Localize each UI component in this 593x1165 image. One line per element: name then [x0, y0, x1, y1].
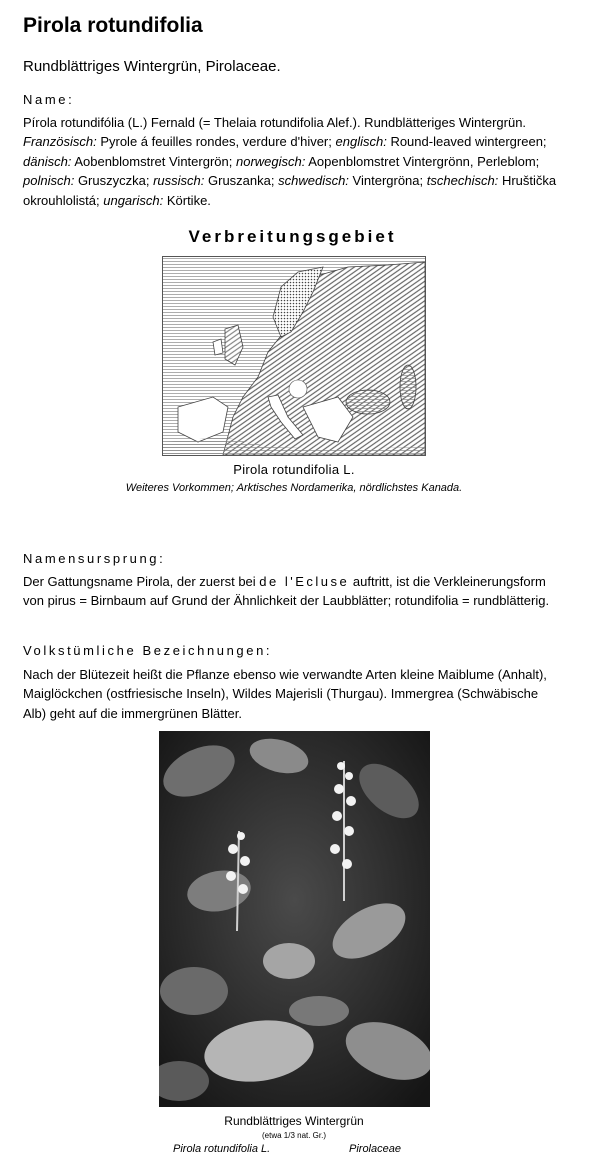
lang-text-sv: Vintergröna; — [352, 173, 424, 189]
page-subtitle: Rundblättriges Wintergrün, Pirolaceae. — [23, 58, 281, 75]
lang-label-no: norwegisch: — [235, 153, 306, 169]
origin-author: de l'Ecluse — [259, 574, 350, 589]
lang-text-fr: Pyrole á feuilles rondes, verdure d'hiver; — [100, 134, 332, 150]
origin-text — [23, 572, 563, 611]
photo-scale: (etwa 1/3 nat. Gr.) — [261, 1131, 327, 1140]
lang-text-pl: Gruszyczka; — [77, 173, 150, 189]
lang-label-cs: tschechisch: — [426, 173, 499, 189]
lang-label-en: englisch: — [335, 134, 387, 150]
plant-photo-image — [159, 731, 430, 1107]
map-caption: Pirola rotundifolia L. — [233, 462, 355, 477]
page-title: Pirola rotundifolia — [23, 14, 203, 37]
origin-section-label: Namensursprung: — [23, 551, 166, 566]
lang-label-ru: russisch: — [153, 173, 205, 189]
lang-text-cs: Hruštička okrouhlolistá; — [23, 173, 557, 208]
name-section-text — [23, 113, 563, 210]
lang-text-ru: Gruszanka; — [208, 173, 275, 189]
lang-label-fr: Französisch: — [23, 134, 97, 150]
lang-label-pl: polnisch: — [23, 173, 75, 189]
lang-label-sv: schwedisch: — [278, 173, 349, 189]
lang-text-en: Round-leaved wintergreen; — [390, 134, 547, 150]
origin-text-1: Der Gattungsname Pirola, der zuerst bei — [23, 574, 256, 589]
lang-text-da: Aobenblomstret Vintergrön; — [74, 153, 233, 169]
name-intro: Pírola rotundifólia (L.) Fernald (= Thelaia rotundifolia Alef.). Rundblätteriges Wintergrün. — [23, 115, 527, 130]
photo-caption: Rundblättriges Wintergrün — [224, 1114, 364, 1128]
name-section-label: Name: — [23, 92, 75, 107]
map-note: Weiteres Vorkommen; Arktisches Nordamerika, nördlichstes Kanada. — [125, 482, 463, 494]
europe-map-image — [163, 257, 425, 455]
distribution-map — [162, 256, 426, 456]
lang-label-da: dänisch: — [23, 153, 72, 169]
origin-text-2: auftritt, ist die Verkleinerungsform von pirus = Birnbaum auf Grund der Ähnlichkeit der Laubblätter; rotundifolia = rundblätterig. — [23, 574, 550, 609]
lang-text-hu: Körtike. — [166, 192, 211, 208]
distribution-heading: Verbreitungsgebiet — [188, 227, 397, 246]
folk-section-label: Volkstümliche Bezeichnungen: — [23, 643, 273, 658]
lang-text-no: Aopenblomstret Vintergrönn, Perleblom; — [308, 153, 540, 169]
lang-label-hu: ungarisch: — [103, 192, 164, 208]
plant-photo — [159, 731, 430, 1107]
photo-family: Pirolaceae — [349, 1143, 401, 1155]
photo-species: Pirola rotundifolia L. — [173, 1143, 271, 1155]
folk-text: Nach der Blütezeit heißt die Pflanze ebenso wie verwandte Arten kleine Maiblume (Anhalt), Maiglöckchen (ostfriesische Inseln), Wildes Majerisli (Thurgau). Immergrea (Schwäbische Alb) geht auf die immergrünen Blätter. — [23, 667, 547, 721]
